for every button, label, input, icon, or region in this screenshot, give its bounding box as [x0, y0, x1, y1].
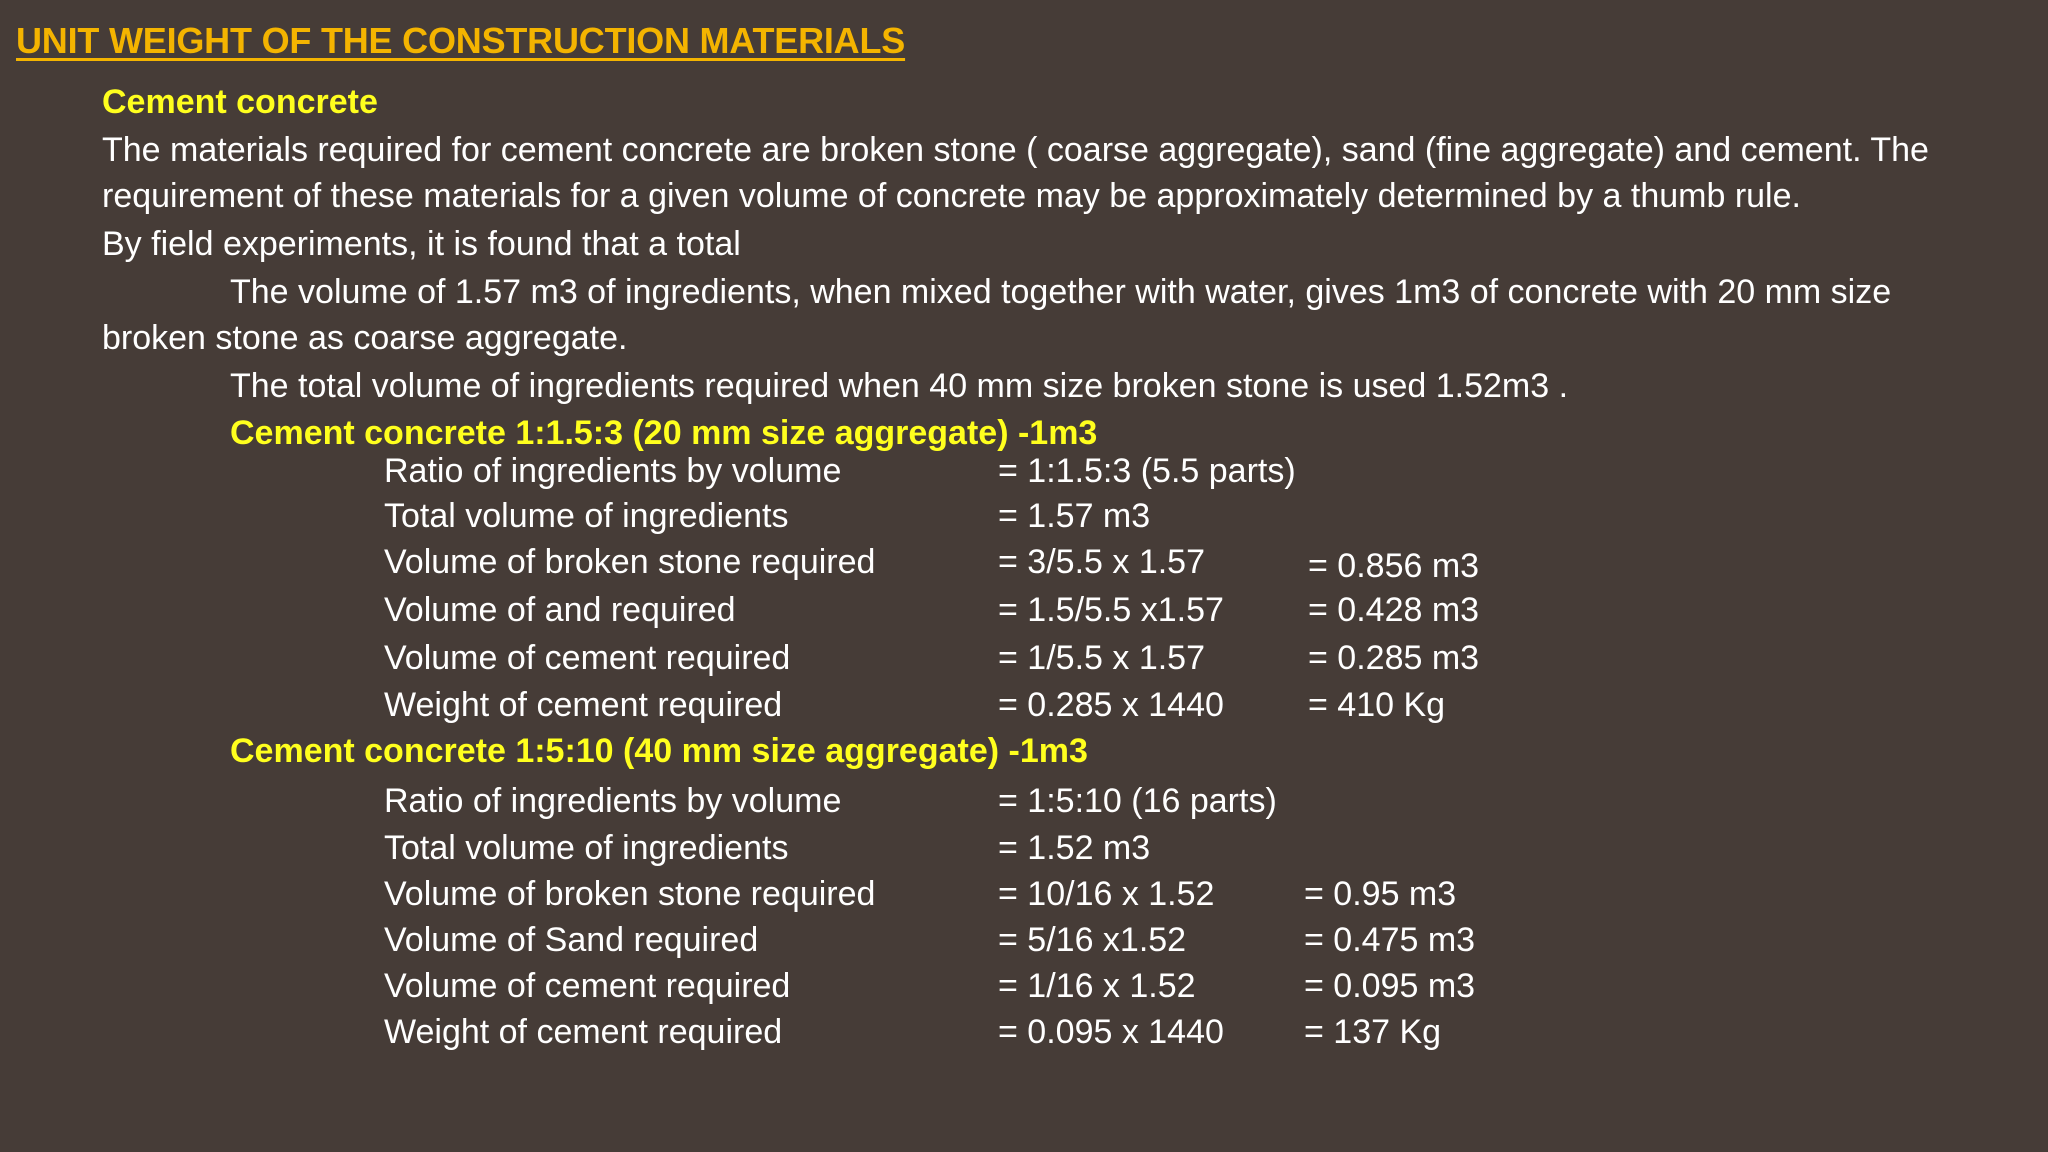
section-2-row-6-formula: = 0.095 x 1440	[998, 1013, 1224, 1051]
section-1-heading: Cement concrete 1:1.5:3 (20 mm size aggregate) -1m3	[230, 414, 1098, 452]
section-2-row-4-formula: = 5/16 x1.52	[998, 921, 1187, 959]
section-2-row-4-label: Volume of Sand required	[384, 921, 759, 959]
section-1-row-6-label: Weight of cement required	[384, 686, 783, 724]
section-2-row-6-result: = 137 Kg	[1304, 1013, 1442, 1051]
intro-paragraph-1-line-2: requirement of these materials for a given volume of concrete may be approximately determined by a thumb rule.	[102, 177, 1801, 215]
intro-paragraph-3-line-2: broken stone as coarse aggregate.	[102, 319, 628, 357]
section-1-row-5-formula: = 1/5.5 x 1.57	[998, 639, 1205, 677]
section-2-row-3-label: Volume of broken stone required	[384, 875, 876, 913]
section-2-row-2-label: Total volume of ingredients	[384, 829, 789, 867]
intro-heading: Cement concrete	[102, 83, 378, 121]
section-1-row-5-result: = 0.285 m3	[1308, 639, 1480, 677]
intro-paragraph-3-line-1: The volume of 1.57 m3 of ingredients, when mixed together with water, gives 1m3 of concrete with 20 mm size	[230, 273, 1892, 311]
section-1-row-5-label: Volume of cement required	[384, 639, 791, 677]
section-1-row-3-label: Volume of broken stone required	[384, 543, 876, 581]
intro-paragraph-2: By field experiments, it is found that a total	[102, 225, 741, 263]
intro-paragraph-4: The total volume of ingredients required when 40 mm size broken stone is used 1.52m3 .	[230, 367, 1569, 405]
section-1-row-2-label: Total volume of ingredients	[384, 497, 789, 535]
section-2-row-3-formula: = 10/16 x 1.52	[998, 875, 1215, 913]
section-2-row-6-label: Weight of cement required	[384, 1013, 783, 1051]
intro-paragraph-1-line-1: The materials required for cement concrete are broken stone ( coarse aggregate), sand (fine aggregate) and cement. The	[102, 131, 1929, 169]
section-1-row-1-formula: = 1:1.5:3 (5.5 parts)	[998, 452, 1296, 490]
section-2-row-1-formula: = 1:5:10 (16 parts)	[998, 782, 1277, 820]
section-2-row-1-label: Ratio of ingredients by volume	[384, 782, 842, 820]
section-2-row-2-formula: = 1.52 m3	[998, 829, 1151, 867]
section-1-row-6-formula: = 0.285 x 1440	[998, 686, 1224, 724]
section-2-heading: Cement concrete 1:5:10 (40 mm size aggregate) -1m3	[230, 732, 1088, 770]
section-2-row-5-label: Volume of cement required	[384, 967, 791, 1005]
section-2-row-4-result: = 0.475 m3	[1304, 921, 1476, 959]
section-2-row-5-result: = 0.095 m3	[1304, 967, 1476, 1005]
section-2-row-5-formula: = 1/16 x 1.52	[998, 967, 1196, 1005]
section-1-row-3-result: = 0.856 m3	[1308, 547, 1480, 585]
section-1-row-4-label: Volume of and required	[384, 591, 736, 629]
section-1-row-1-label: Ratio of ingredients by volume	[384, 452, 842, 490]
page-title: UNIT WEIGHT OF THE CONSTRUCTION MATERIALS	[16, 20, 906, 61]
section-1-row-6-result: = 410 Kg	[1308, 686, 1446, 724]
section-1-row-4-formula: = 1.5/5.5 x1.57	[998, 591, 1224, 629]
section-1-row-4-result: = 0.428 m3	[1308, 591, 1480, 629]
section-1-row-2-formula: = 1.57 m3	[998, 497, 1151, 535]
section-1-row-3-formula: = 3/5.5 x 1.57	[998, 543, 1205, 581]
section-2-row-3-result: = 0.95 m3	[1304, 875, 1457, 913]
